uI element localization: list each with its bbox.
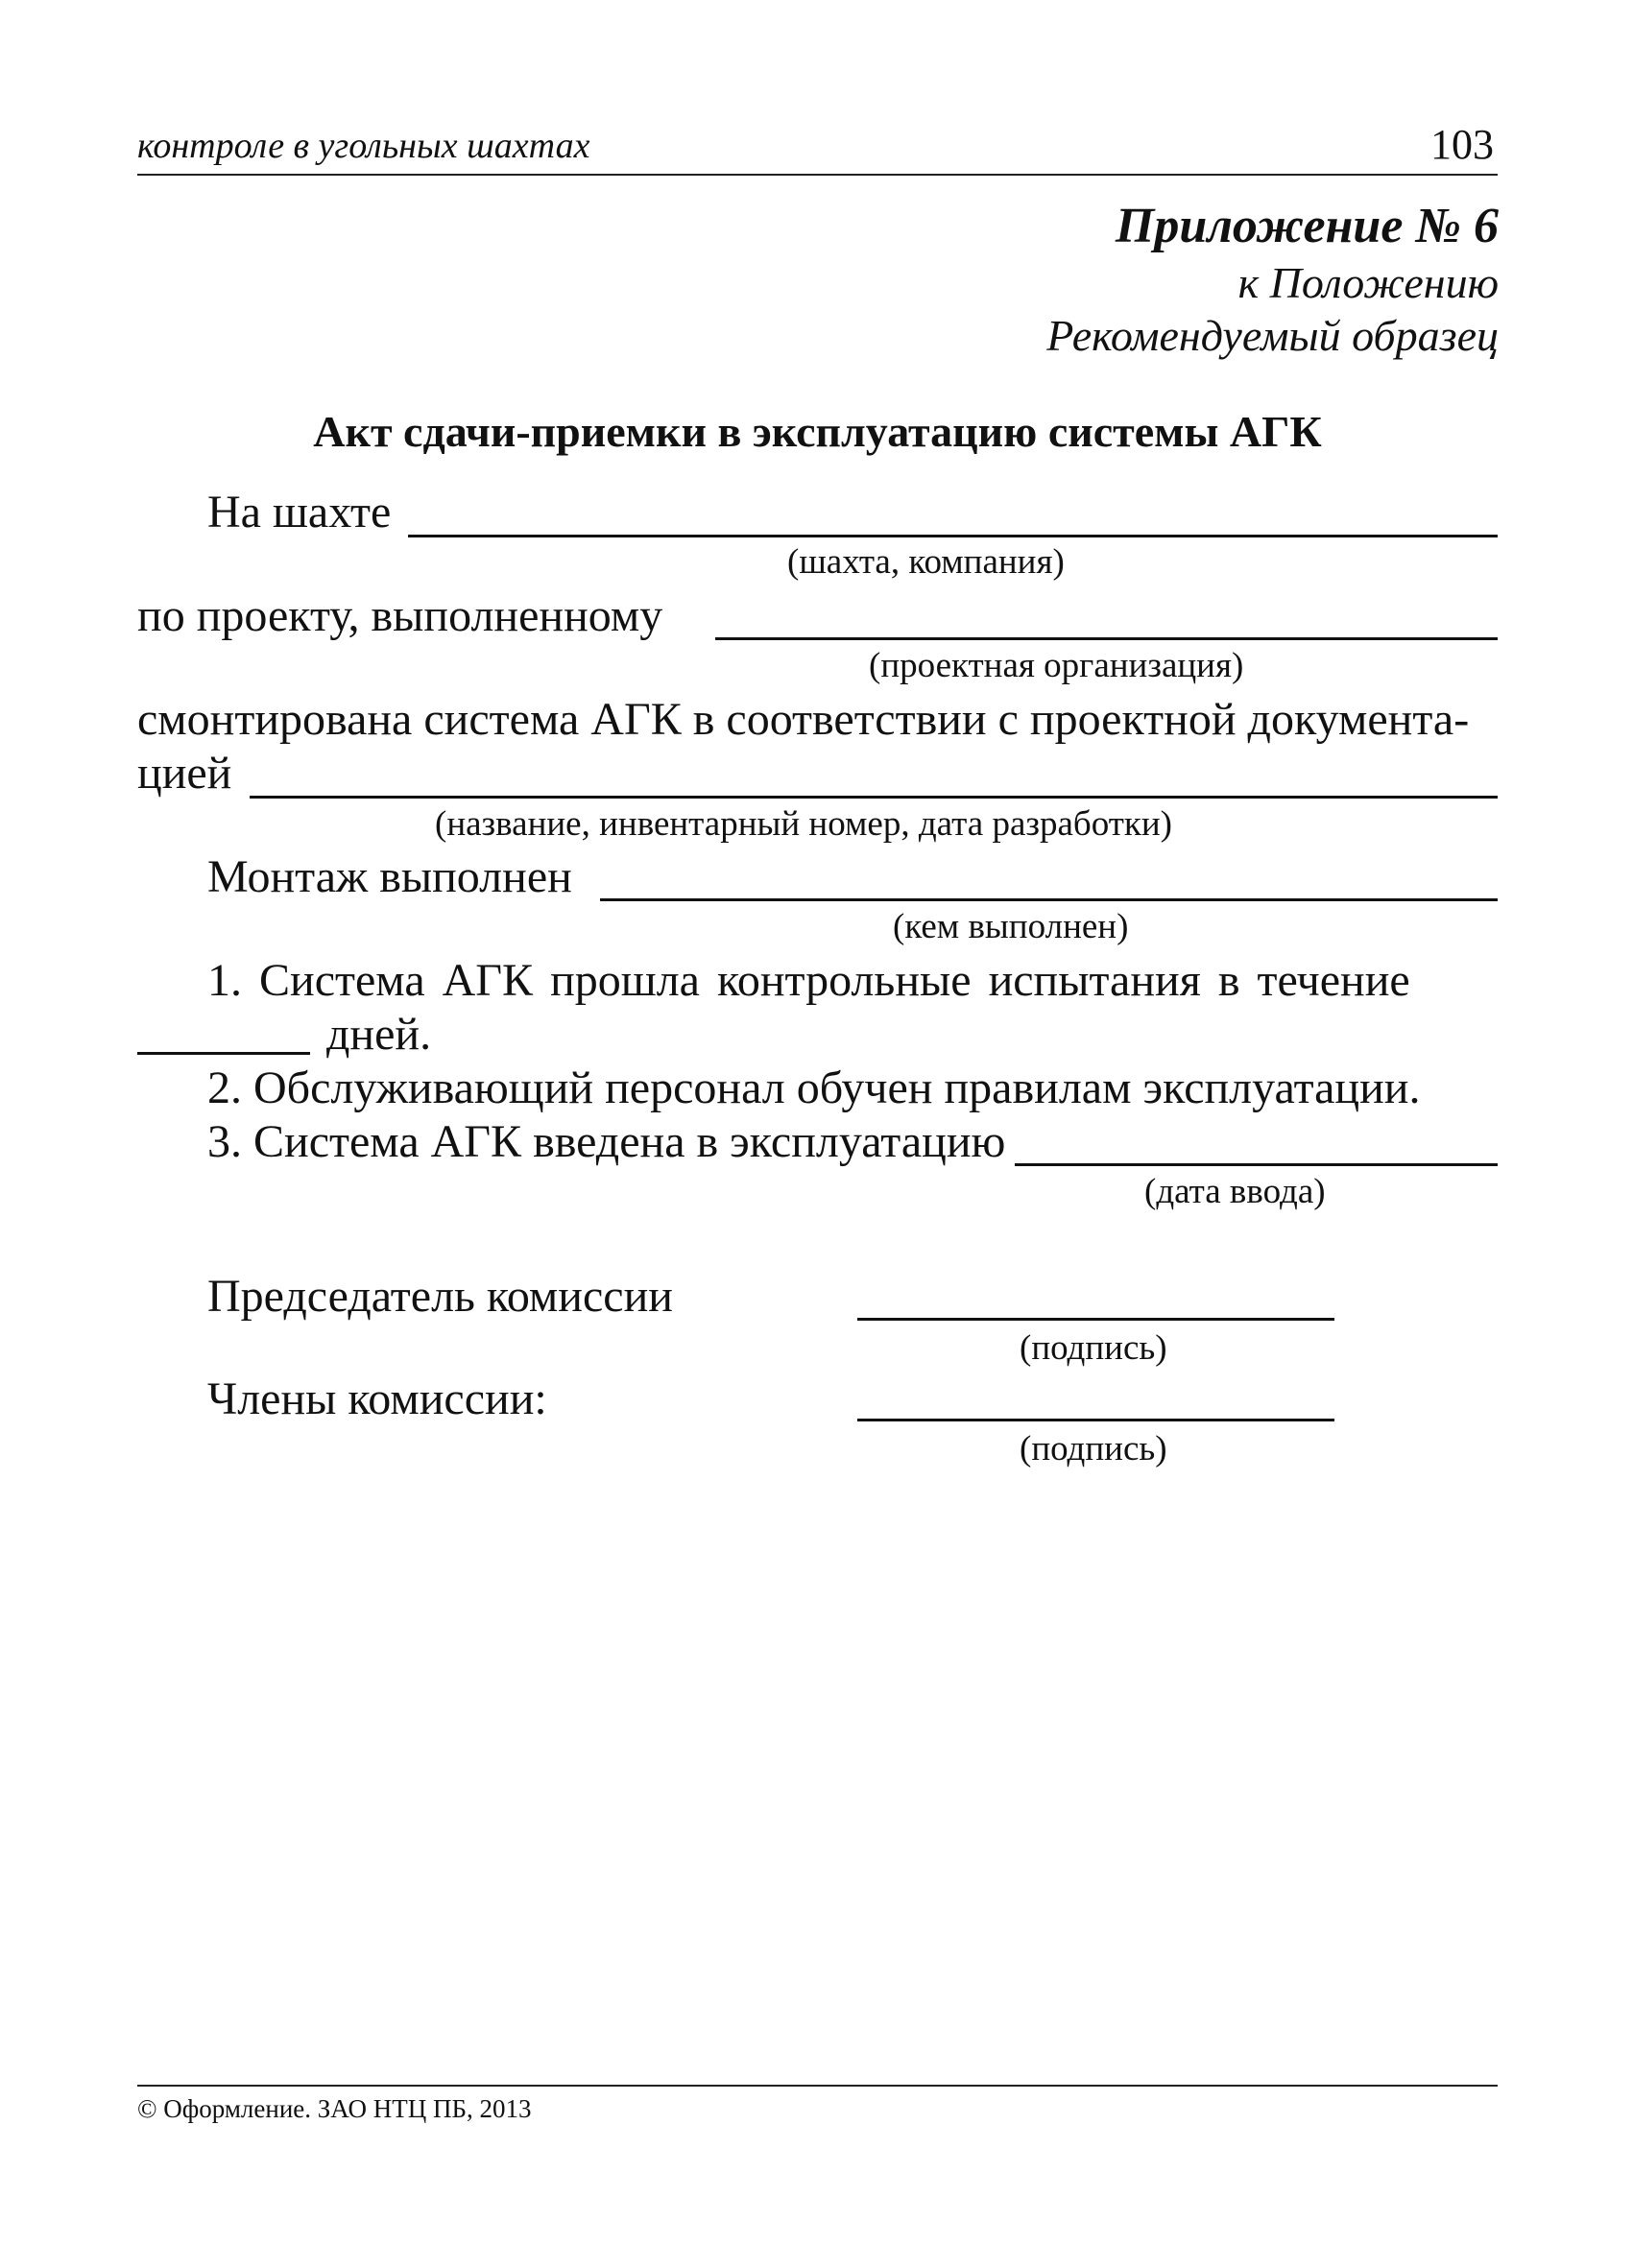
- appendix-reference: к Положению: [1237, 258, 1499, 307]
- installed-blank-line[interactable]: [600, 898, 1498, 901]
- item-1-line1: 1. Система АГК прошла контрольные испытания в течение: [207, 955, 1410, 1006]
- members-signature-line[interactable]: [857, 1419, 1334, 1421]
- documentation-hint: (название, инвентарный номер, дата разработки): [435, 804, 1173, 844]
- days-blank-line[interactable]: [137, 1052, 310, 1055]
- mounted-text-line2: цией: [137, 748, 232, 799]
- members-signature-hint: (подпись): [1020, 1429, 1167, 1468]
- running-header-title: контроле в угольных шахтах: [137, 126, 590, 166]
- item-2: 2. Обслуживающий персонал обучен правилам эксплуатации.: [207, 1062, 1421, 1113]
- installed-label: Монтаж выполнен: [207, 851, 572, 902]
- page-number: 103: [1430, 121, 1494, 168]
- installed-hint: (кем выполнен): [893, 907, 1129, 946]
- project-blank-line[interactable]: [715, 637, 1498, 640]
- item-3: 3. Система АГК введена в эксплуатацию: [207, 1116, 1006, 1167]
- project-label: по проекту, выполненному: [137, 590, 663, 641]
- commission-date-hint: (дата ввода): [1144, 1172, 1326, 1211]
- project-hint: (проектная организация): [869, 646, 1244, 685]
- mine-blank-line[interactable]: [408, 535, 1498, 537]
- chairman-signature-line[interactable]: [857, 1318, 1334, 1321]
- mine-hint: (шахта, компания): [787, 542, 1065, 582]
- members-label: Члены комиссии:: [207, 1373, 547, 1424]
- mine-label: На шахте: [207, 487, 392, 537]
- commission-date-blank-line[interactable]: [1015, 1163, 1498, 1166]
- footer-copyright: © Оформление. ЗАО НТЦ ПБ, 2013: [137, 2094, 532, 2123]
- appendix-title: Приложение № 6: [1115, 199, 1499, 253]
- act-title: Акт сдачи-приемки в эксплуатацию системы АГК: [313, 407, 1322, 456]
- chairman-signature-hint: (подпись): [1020, 1328, 1167, 1368]
- footer-divider: [137, 2085, 1498, 2087]
- chairman-label: Председатель комиссии: [207, 1271, 673, 1322]
- appendix-sample-label: Рекомендуемый образец: [1046, 311, 1499, 360]
- documentation-blank-line[interactable]: [250, 796, 1498, 799]
- mounted-text-line1: смонтирована система АГК в соответствии с проектной документа-: [137, 694, 1470, 745]
- header-divider: [137, 174, 1498, 176]
- item-1-line2: дней.: [326, 1009, 432, 1060]
